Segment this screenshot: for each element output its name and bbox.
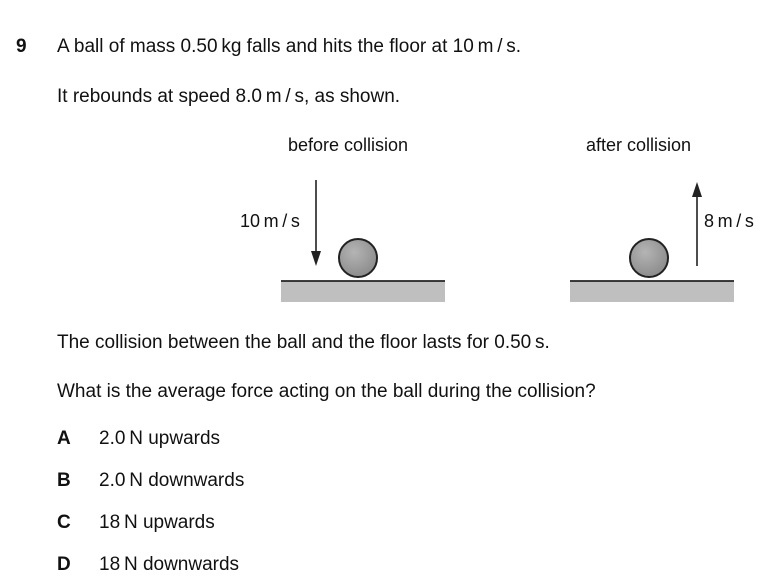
question-line-1: A ball of mass 0.50 kg falls and hits the floor at 10 m / s. (57, 36, 522, 57)
option-text: 18 N downwards (99, 554, 240, 575)
ball-after (630, 239, 668, 277)
after-speed-label: 8 m / s (704, 211, 754, 231)
option-letter: A (57, 428, 71, 449)
down-arrow-icon (311, 180, 321, 266)
option-text: 18 N upwards (99, 512, 215, 533)
option-letter: C (57, 512, 71, 533)
question-prompt: What is the average force acting on the ball during the collision? (57, 381, 596, 402)
question-line-2: It rebounds at speed 8.0 m / s, as shown. (57, 86, 401, 107)
before-collision-label: before collision (288, 135, 409, 155)
option-letter: B (57, 470, 71, 491)
option-text: 2.0 N upwards (99, 428, 221, 449)
up-arrow-icon (692, 182, 702, 266)
option-text: 2.0 N downwards (99, 470, 245, 491)
question-number: 9 (16, 36, 27, 57)
before-speed-label: 10 m / s (240, 211, 300, 231)
floor-after (570, 281, 734, 302)
collision-duration-text: The collision between the ball and the floor lasts for 0.50 s. (57, 332, 550, 353)
after-collision-label: after collision (586, 135, 692, 155)
ball-before (339, 239, 377, 277)
floor-before (281, 281, 445, 302)
option-letter: D (57, 554, 71, 575)
